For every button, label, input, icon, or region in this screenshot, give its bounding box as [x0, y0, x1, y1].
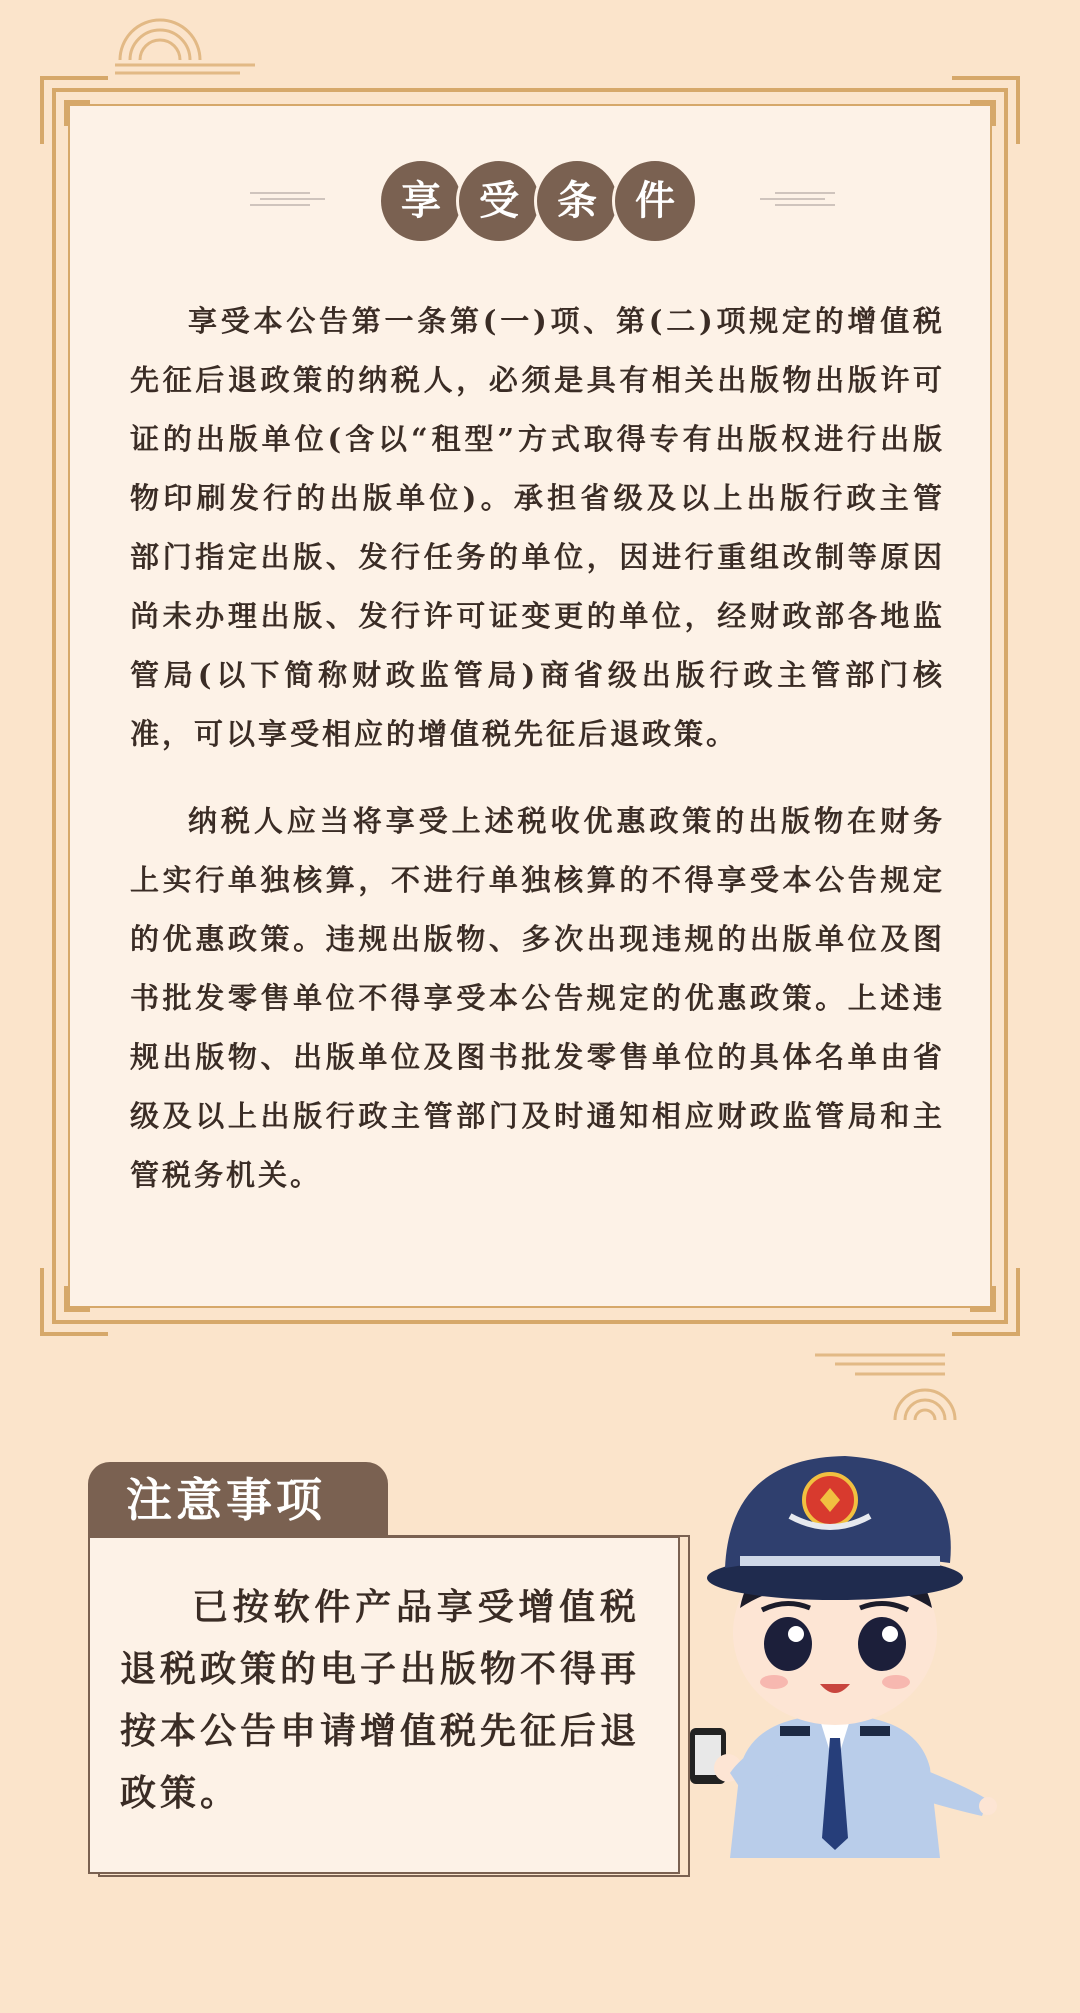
- title-char: 享: [378, 158, 464, 244]
- corner-ornament-icon: [950, 76, 1020, 146]
- arc-ornament-icon: [815, 1350, 985, 1430]
- title-decoration-left-icon: [250, 188, 330, 210]
- corner-ornament-icon: [40, 1266, 110, 1336]
- arc-ornament-icon: [110, 10, 260, 80]
- tax-officer-illustration: [670, 1438, 1000, 1858]
- paragraph-eligibility: 享受本公告第一条第(一)项、第(二)项规定的增值税先征后退政策的纳税人，必须是具有相关出版物出版许可证的出版单位(含以“租型”方式取得专有出版权进行出版物印刷发行的出版单位)。承担省级及以上出版行政主管部门指定出版、发行任务的单位，因进行重组改制等原因尚未办理出版、发行许可证变更的单位，经财政部各地监管局(以下简称财政监管局)商省级出版行政主管部门核准，可以享受相应的增值税先征后退政策。: [130, 304, 945, 751]
- notice-text: 已按软件产品享受增值税退税政策的电子出版物不得再按本公告申请增值税先征后退政策。: [120, 1586, 641, 1814]
- title-char: 受: [456, 158, 542, 244]
- section-title: [378, 158, 708, 244]
- corner-ornament-icon: [950, 1266, 1020, 1336]
- title-char: 件: [612, 158, 698, 244]
- paragraph-accounting: 纳税人应当将享受上述税收优惠政策的出版物在财务上实行单独核算，不进行单独核算的不得享受本公告规定的优惠政策。违规出版物、多次出现违规的出版单位及图书批发零售单位不得享受本公告规定的优惠政策。上述违规出版物、出版单位及图书批发零售单位的具体名单由省级及以上出版行政主管部门及时通知相应财政监管局和主管税务机关。: [130, 804, 945, 1192]
- title-char: 条: [534, 158, 620, 244]
- notice-heading: 注意事项: [88, 1462, 388, 1538]
- title-decoration-right-icon: [755, 188, 835, 210]
- corner-ornament-icon: [40, 76, 110, 146]
